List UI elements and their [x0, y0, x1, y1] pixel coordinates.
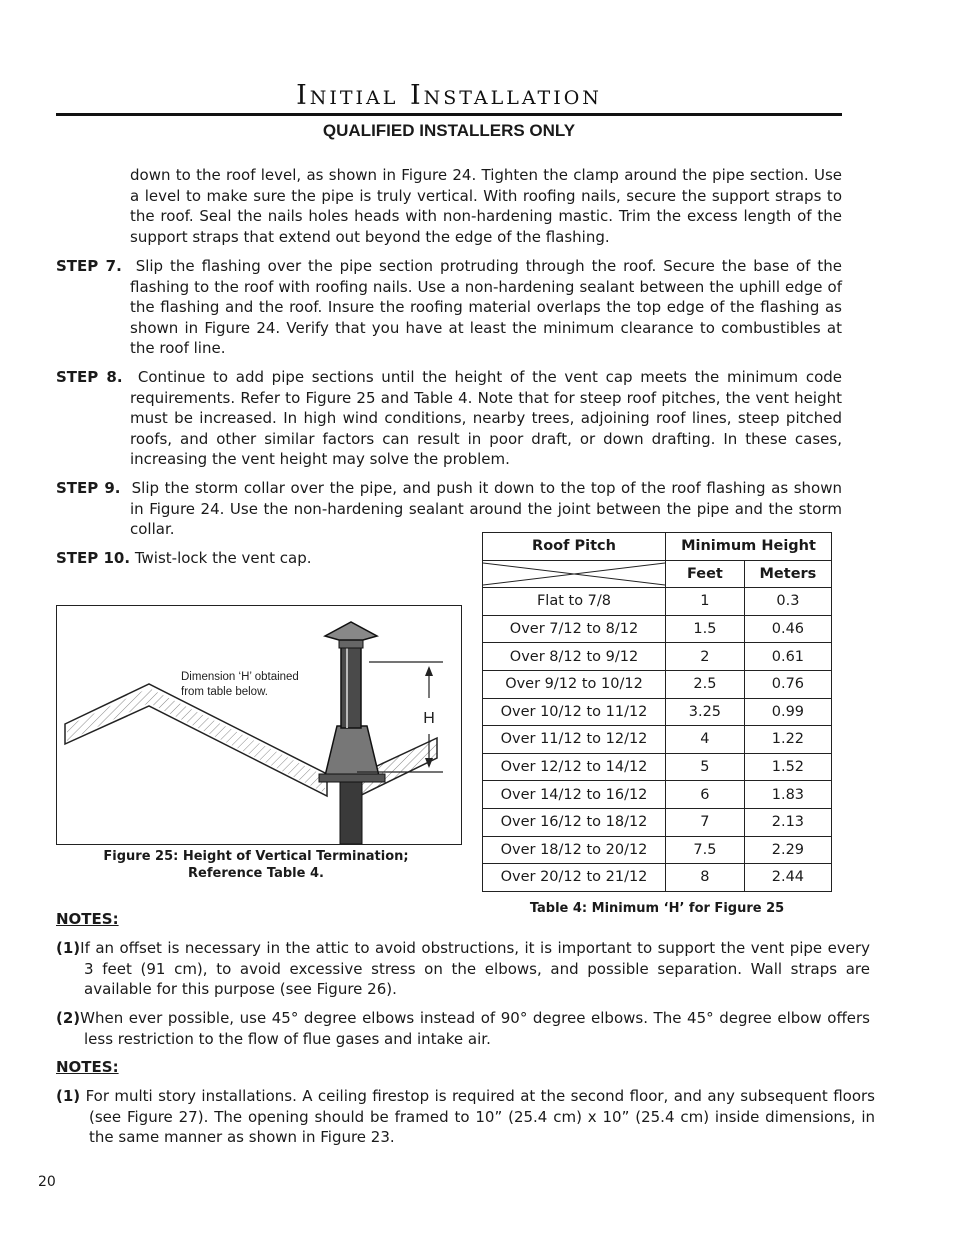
header-diagonal-cell — [483, 560, 666, 588]
roof-left-slope — [65, 684, 327, 796]
cap-band — [339, 640, 363, 648]
flashing-base — [319, 774, 385, 782]
cell-pitch: Flat to 7/8 — [483, 588, 666, 616]
step-9 — [56, 478, 842, 540]
note-1-2 — [56, 1008, 870, 1049]
note-1-2-num: (2) — [56, 1009, 81, 1027]
table-row — [483, 753, 832, 781]
step-10-label: STEP 10. — [56, 549, 131, 567]
title-rule — [56, 113, 842, 116]
cell-pitch: Over 8/12 to 9/12 — [483, 643, 666, 671]
step-8-label: STEP 8. — [56, 368, 123, 386]
cell-meters: 1.22 — [744, 726, 831, 754]
table-row — [483, 726, 832, 754]
table-row — [483, 615, 832, 643]
cell-meters: 1.52 — [744, 753, 831, 781]
cell-feet: 1 — [666, 588, 745, 616]
annotation-line-2: from table below. — [181, 686, 268, 698]
note-1-1 — [56, 938, 870, 1000]
note-1-1-num: (1) — [56, 939, 81, 957]
page-title: Initial Installation — [296, 80, 602, 111]
table-row — [483, 864, 832, 892]
cell-meters: 0.61 — [744, 643, 831, 671]
intro-paragraph: down to the roof level, as shown in Figure 24. Tighten the clamp around the pipe section. Use a level to make sure the pipe is truly vertical. With roofing nails, secure the support straps to the roof. Seal the nails holes heads with non-hardening mastic. Trim the excess length of the support straps that extend out beyond the edge of the flashing. — [130, 166, 842, 246]
vent-termination-diagram — [57, 606, 461, 844]
header-minimum-height: Minimum Height — [666, 533, 832, 561]
cell-pitch: Over 18/12 to 20/12 — [483, 836, 666, 864]
page-number: 20 — [38, 1174, 56, 1190]
header-feet: Feet — [666, 560, 745, 588]
table-row — [483, 588, 832, 616]
step-7-label: STEP 7. — [56, 257, 122, 275]
pipe-lower — [340, 774, 362, 844]
cell-meters: 0.76 — [744, 670, 831, 698]
annotation-line-1: Dimension ‘H’ obtained — [181, 671, 299, 683]
page-subtitle: QUALIFIED INSTALLERS ONLY — [322, 121, 576, 140]
note-2-1-text: For multi story installations. A ceiling firestop is required at the second floor, and any subsequent floors (see Figure 27). The opening should be framed to 10” (25.4 cm) x 10” (25.4 cm) inside dimensions, in the same manner as shown in Figure 23. — [85, 1087, 875, 1147]
step-7 — [56, 256, 842, 359]
cell-pitch: Over 9/12 to 10/12 — [483, 670, 666, 698]
notes-heading-1: NOTES: — [56, 910, 119, 928]
cell-meters: 0.46 — [744, 615, 831, 643]
cell-feet: 6 — [666, 781, 745, 809]
cell-pitch: Over 10/12 to 11/12 — [483, 698, 666, 726]
roof-hatching — [67, 688, 325, 793]
cell-feet: 5 — [666, 753, 745, 781]
notes-heading-2: NOTES: — [56, 1058, 119, 1076]
diagonal-divider — [483, 561, 665, 587]
h-label: H — [423, 710, 435, 727]
vent-pipe — [341, 646, 361, 728]
cell-feet: 4 — [666, 726, 745, 754]
figure-caption-line-2: Reference Table 4. — [188, 866, 324, 881]
figure-caption-line-1: Figure 25: Height of Vertical Termination; — [103, 849, 409, 864]
cell-pitch: Over 16/12 to 18/12 — [483, 808, 666, 836]
cell-meters: 2.44 — [744, 864, 831, 892]
cell-pitch: Over 12/12 to 14/12 — [483, 753, 666, 781]
note-1-2-text: When ever possible, use 45° degree elbows instead of 90° degree elbows. The 45° degree elbow offers less restriction to the flow of flue gases and intake air. — [80, 1009, 870, 1048]
table-row — [483, 643, 832, 671]
figure-caption — [56, 848, 456, 882]
table-row — [483, 670, 832, 698]
cell-pitch: Over 20/12 to 21/12 — [483, 864, 666, 892]
cell-meters: 1.83 — [744, 781, 831, 809]
table-row — [483, 836, 832, 864]
table-caption: Table 4: Minimum ‘H’ for Figure 25 — [529, 901, 785, 916]
roof-pitch-table — [482, 532, 832, 892]
cell-feet: 8 — [666, 864, 745, 892]
step-7-text: Slip the flashing over the pipe section protruding through the roof. Secure the base of the flashing to the roof with roofing nails. Use a non-hardening sealant between the uphill edge of the flashing and the roof. Insure the roofing material overlaps the top edge of the flashing as shown in Figure 24. Verify that you have at least the minimum clearance to combustibles at the roof line. — [130, 257, 843, 358]
vent-cap — [325, 622, 377, 640]
cell-feet: 7.5 — [666, 836, 745, 864]
cell-meters: 2.13 — [744, 808, 831, 836]
header-roof-pitch: Roof Pitch — [483, 533, 666, 561]
note-2-1 — [56, 1086, 875, 1148]
cell-feet: 3.25 — [666, 698, 745, 726]
storm-collar — [325, 726, 379, 776]
cell-feet: 2.5 — [666, 670, 745, 698]
cell-feet: 7 — [666, 808, 745, 836]
cell-pitch: Over 14/12 to 16/12 — [483, 781, 666, 809]
table-row — [483, 808, 832, 836]
note-1-1-text: If an offset is necessary in the attic to avoid obstructions, it is important to support the vent pipe every 3 feet (91 cm), to avoid excessive stress on the elbows, and possible separation. Wall straps are available for this purpose (see Figure 26). — [80, 939, 870, 999]
table-row — [483, 698, 832, 726]
figure-25 — [56, 605, 462, 845]
step-9-text: Slip the storm collar over the pipe, and push it down to the top of the roof flashing as shown in Figure 24. Use the non-hardening sealant around the joint between the pipe and the storm collar. — [130, 479, 842, 539]
step-9-label: STEP 9. — [56, 479, 121, 497]
table-row — [483, 781, 832, 809]
cell-pitch: Over 11/12 to 12/12 — [483, 726, 666, 754]
step-8 — [56, 367, 842, 470]
cell-meters: 0.3 — [744, 588, 831, 616]
step-10-text: Twist-lock the vent cap. — [134, 549, 312, 567]
step-8-text: Continue to add pipe sections until the height of the vent cap meets the minimum code requirements. Refer to Figure 25 and Table 4. Note that for steep roof pitches, the vent height must be increased. In high wind conditions, nearby trees, adjoining roof lines, steep pitched roofs, and other similar factors can result in poor draft, or down drafting. In these cases, increasing the vent height may solve the problem. — [130, 368, 842, 469]
arrow-up-icon — [425, 666, 433, 676]
cell-pitch: Over 7/12 to 8/12 — [483, 615, 666, 643]
header-meters: Meters — [744, 560, 831, 588]
cell-meters: 2.29 — [744, 836, 831, 864]
cell-meters: 0.99 — [744, 698, 831, 726]
step-10 — [56, 548, 456, 569]
cell-feet: 1.5 — [666, 615, 745, 643]
note-2-1-num: (1) — [56, 1087, 81, 1105]
cell-feet: 2 — [666, 643, 745, 671]
